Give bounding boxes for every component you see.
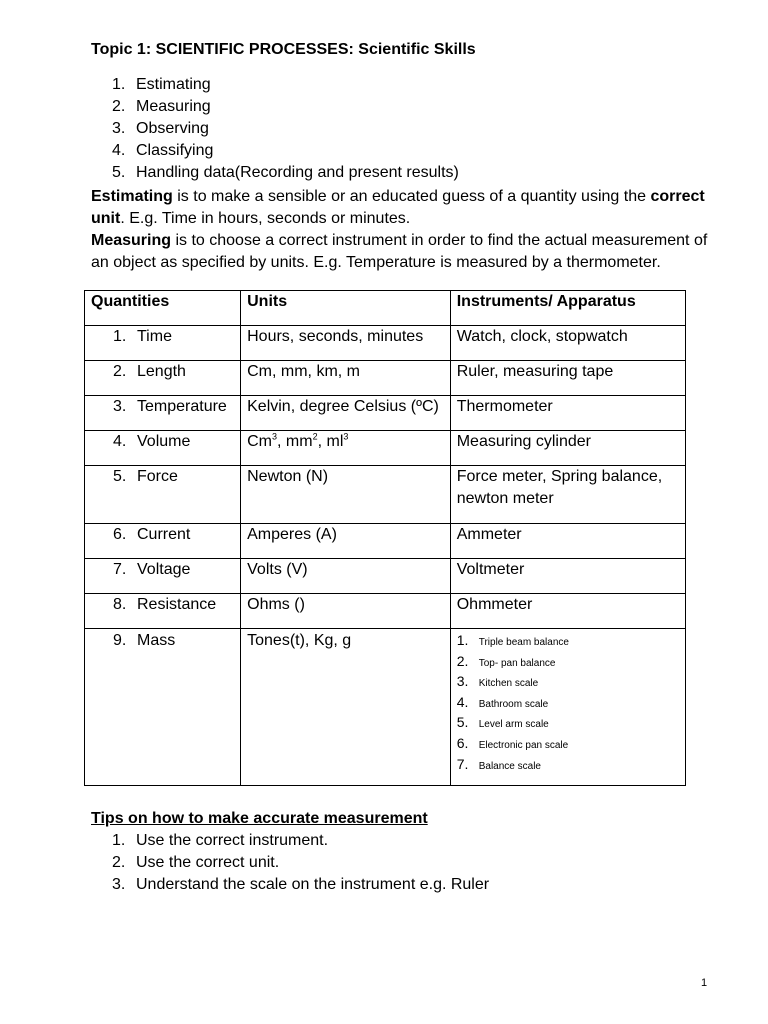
instrument-cell: Measuring cylinder (450, 431, 685, 466)
quantity-cell: 5. Force (85, 466, 241, 524)
header-quantities: Quantities (85, 291, 241, 326)
skills-list (112, 74, 459, 184)
measuring-definition: Measuring is to choose a correct instrument in order to find the actual measurement of an object as specified by units. E.g. Temperature is measured by a thermometer. (91, 232, 708, 271)
units-cell: Newton (N) (241, 466, 451, 524)
tips-list (112, 830, 489, 896)
list-item: 3. Observing (112, 120, 209, 137)
units-cell: Tones(t), Kg, g (241, 629, 451, 786)
units-cell: Cm$^3$, $mm^2$, $ml^3$ (241, 431, 451, 466)
list-item: 4. Classifying (112, 142, 214, 159)
instrument-cell: Ammeter (450, 524, 685, 559)
instrument-cell: Thermometer (450, 396, 685, 431)
units-cell: Volts (V) (241, 559, 451, 594)
instrument-cell: Ohmmeter (450, 594, 685, 629)
units-cell: Kelvin, degree Celsius (ºC) (241, 396, 451, 431)
list-item: 2. Use the correct unit. (112, 854, 280, 871)
instrument-cell (450, 629, 685, 786)
quantity-cell: 2. Length (85, 361, 241, 396)
table-row (85, 396, 686, 431)
estimating-definition: Estimating is to make a sensible or an educated guess of a quantity using the correct unit. E.g. Time in hours, seconds or minutes. (91, 188, 705, 227)
list-item: 7. Balance scale (456, 755, 541, 772)
tips-heading: Tips on how to make accurate measurement (91, 810, 428, 827)
quantity-cell: 6. Current (85, 524, 241, 559)
page-title: Topic 1: SCIENTIFIC PROCESSES: Scientific Skills (91, 41, 476, 58)
list-item: 3. Understand the scale on the instrument e.g. Ruler (112, 876, 490, 893)
header-instruments: Instruments/ Apparatus (450, 291, 685, 326)
list-item: 6. Electronic pan scale (456, 734, 569, 751)
mass-instruments-list (457, 630, 679, 774)
table-row (85, 466, 686, 524)
list-item: 5. Level arm scale (456, 714, 549, 731)
term-measuring: Measuring (91, 232, 172, 249)
units-cell: Hours, seconds, minutes (241, 326, 451, 361)
units-cell: Ohms () (241, 594, 451, 629)
quantity-cell: 7. Voltage (85, 559, 241, 594)
list-item: 5. Handling data(Recording and present results) (112, 164, 459, 181)
table-header-row (85, 291, 686, 326)
instrument-cell: Ruler, measuring tape (450, 361, 685, 396)
units-cell: Amperes (A) (241, 524, 451, 559)
table-row (85, 361, 686, 396)
table-row (85, 431, 686, 466)
table-row (85, 594, 686, 629)
quantity-cell: 3. Temperature (85, 396, 241, 431)
list-item: 1. Use the correct instrument. (112, 832, 329, 849)
page-number: 1 (701, 977, 708, 989)
table-row (85, 326, 686, 361)
list-item: 1. Estimating (112, 76, 211, 93)
term-correct-unit: correct unit (91, 188, 705, 227)
header-units: Units (241, 291, 451, 326)
instrument-cell: Force meter, Spring balance, newton meter (450, 466, 685, 524)
table-row (85, 629, 686, 786)
list-item: 3. Kitchen scale (456, 673, 539, 690)
list-item: 2. Top- pan balance (456, 652, 556, 669)
list-item: 1. Triple beam balance (456, 632, 569, 648)
term-estimating: Estimating (91, 188, 173, 205)
list-item: 4. Bathroom scale (456, 693, 549, 710)
quantities-table (84, 290, 686, 786)
units-cell: Cm, mm, km, m (241, 361, 451, 396)
quantity-cell: 4. Volume (85, 431, 241, 466)
list-item: 2. Measuring (112, 98, 211, 115)
instrument-cell: Watch, clock, stopwatch (450, 326, 685, 361)
quantity-cell: 9. Mass (85, 629, 241, 786)
quantity-cell: 8. Resistance (85, 594, 241, 629)
instrument-cell: Voltmeter (450, 559, 685, 594)
quantity-cell: 1. Time (85, 326, 241, 361)
table-row (85, 524, 686, 559)
table-row (85, 559, 686, 594)
